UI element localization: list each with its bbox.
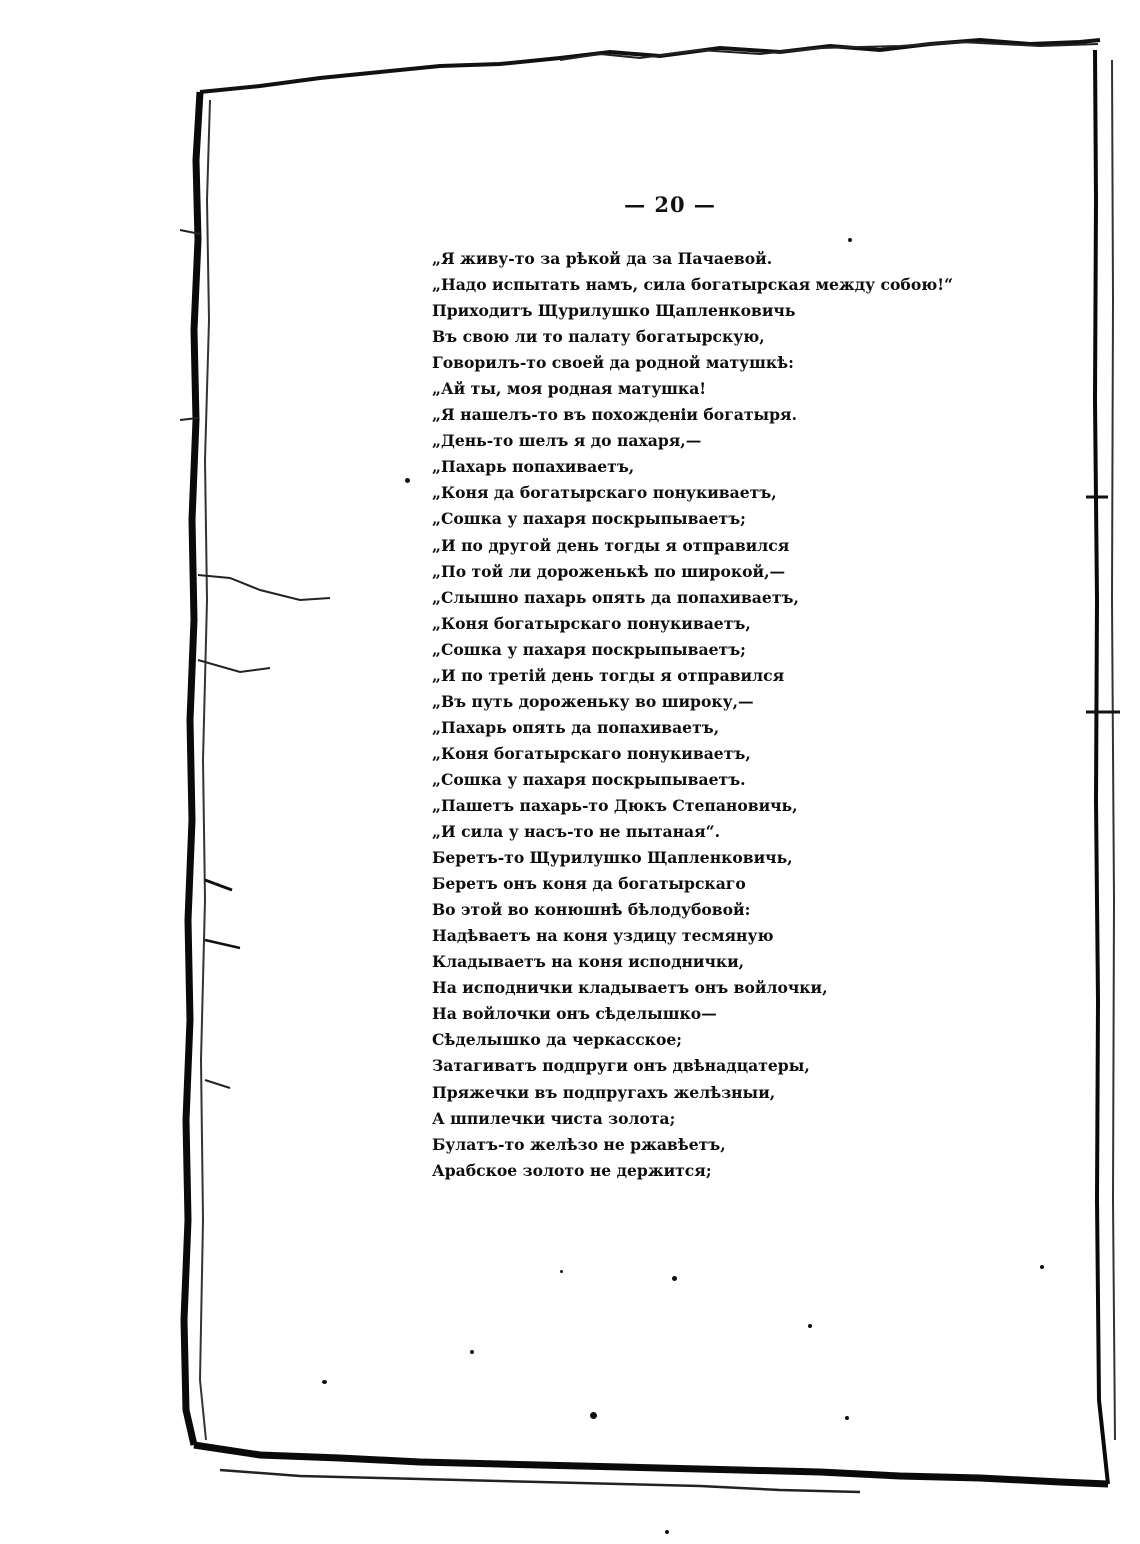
poem-line: Беретъ-то Щурилушко Щапленковичь, <box>432 848 793 868</box>
poem-line: „И по другой день тогды я отправился <box>432 535 790 555</box>
poem-line: Говорилъ-то своей да родной матушкѣ: <box>432 353 794 373</box>
poem-line: „Слышно пахарь опять да попахиваетъ, <box>432 587 799 607</box>
poem-line: На войлочки онъ сѣделышко— <box>432 1004 717 1024</box>
print-speck <box>470 1350 474 1354</box>
poem-line: „Я живу-то за рѣкой да за Пачаевой. <box>432 249 773 268</box>
print-speck <box>322 1380 327 1384</box>
poem-line: „День-то шелъ я до пахаря,— <box>432 431 702 451</box>
poem-line: Беретъ онъ коня да богатырскаго <box>432 874 746 894</box>
poem-line: „Коня да богатырскаго понукиваетъ, <box>432 483 777 503</box>
print-speck <box>848 238 852 242</box>
poem-line: Въ свою ли то палату богатырскую, <box>432 327 765 347</box>
poem-line: Во этой во конюшнѣ бѣлодубовой: <box>432 900 751 920</box>
poem-line: Булатъ-то желѣзо не ржавѣетъ, <box>432 1134 726 1154</box>
poem-line: „Сошка у пахаря поскрыпываетъ; <box>432 639 746 659</box>
poem-line: „Ай ты, моя родная матушка! <box>432 379 707 399</box>
poem-line: Пряжечки въ подпругахъ желѣзныи, <box>432 1082 776 1102</box>
poem-line: „Коня богатырскаго понукиваетъ, <box>432 743 751 763</box>
poem-text <box>432 246 972 1184</box>
poem-line: „Я нашелъ-то въ похожденiи богатыря. <box>432 405 798 425</box>
print-speck <box>1040 1265 1044 1269</box>
poem-line: Надѣваетъ на коня уздицу тесмяную <box>432 926 774 946</box>
print-speck <box>590 1412 597 1419</box>
poem-line: Арабское золото не держится; <box>432 1160 712 1180</box>
poem-line: „Пахарь опять да попахиваетъ, <box>432 717 720 737</box>
print-speck <box>560 1270 563 1273</box>
poem-line: „Сошка у пахаря поскрыпываетъ. <box>432 769 746 789</box>
poem-line: Сѣделышко да черкасское; <box>432 1030 683 1050</box>
print-speck <box>808 1324 812 1328</box>
poem-line: „Въ путь дороженьку во широку,— <box>432 691 754 711</box>
print-speck <box>845 1416 849 1420</box>
poem-line: „Пашетъ пахарь-то Дюкъ Степановичь, <box>432 795 798 815</box>
poem-line: „По той ли дороженькѣ по широкой,— <box>432 561 786 581</box>
page-number: — 20 — <box>624 192 716 217</box>
poem-line: „Коня богатырскаго понукиваетъ, <box>432 613 751 633</box>
print-speck <box>405 478 410 483</box>
poem-line: „Пахарь попахиваетъ, <box>432 457 635 477</box>
poem-line: Приходитъ Щурилушко Щапленковичь <box>432 301 796 321</box>
poem-line: „И по третiй день тогды я отправился <box>432 665 785 685</box>
poem-line: „И сила у насъ-то не пытаная“. <box>432 822 721 842</box>
poem-line: „Сошка у пахаря поскрыпываетъ; <box>432 509 746 529</box>
poem-line: „Надо испытать намъ, сила богатырская между собою!“ <box>432 275 954 295</box>
poem-line: А шпилечки чиста золота; <box>432 1108 676 1128</box>
poem-line: На исподнички кладываетъ онъ войлочки, <box>432 978 828 998</box>
poem-line: Затагиватъ подпруги онъ двѣнадцатеры, <box>432 1056 810 1076</box>
print-speck <box>665 1530 669 1534</box>
print-speck <box>672 1276 677 1281</box>
poem-line: Кладываетъ на коня исподнички, <box>432 952 745 972</box>
